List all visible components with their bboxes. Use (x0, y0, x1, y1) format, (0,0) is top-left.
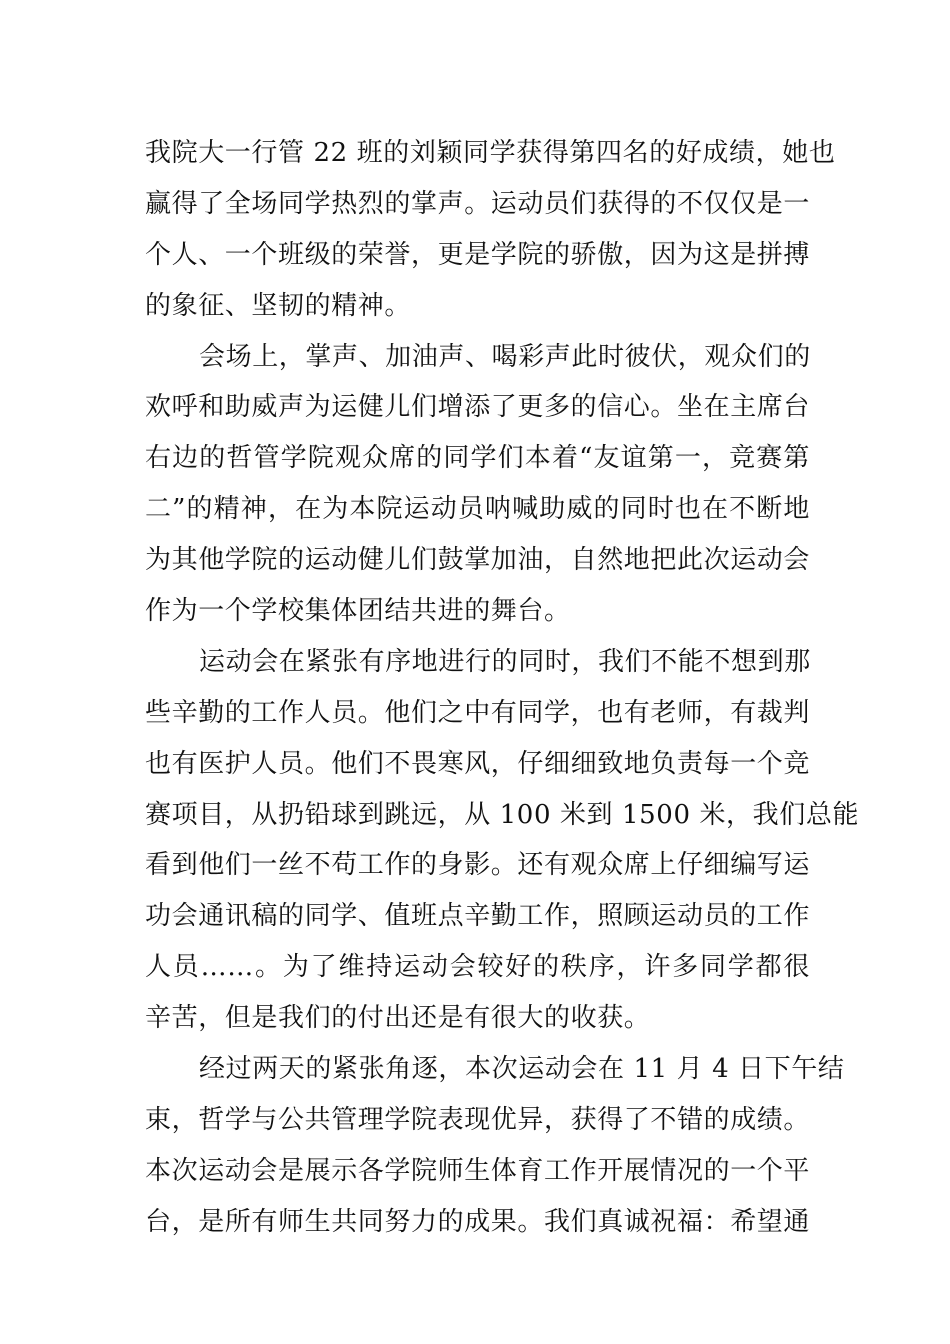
paragraph-first-line: 运动会在紧张有序地进行的同时，我们不能不想到那 (199, 646, 811, 677)
text-line: 右边的哲管学院观众席的同学们本着“友谊第一，竞赛第 (145, 443, 810, 474)
text-line: 些辛勤的工作人员。他们之中有同学，也有老师，有裁判 (145, 697, 811, 728)
text-line: 束，哲学与公共管理学院表现优异，获得了不错的成绩。 (145, 1104, 811, 1135)
text-line: 个人、一个班级的荣誉，更是学院的骄傲，因为这是拼搏 (145, 239, 811, 270)
text-line: 本次运动会是展示各学院师生体育工作开展情况的一个平 (145, 1155, 811, 1186)
text-line: 的象征、坚韧的精神。 (145, 290, 412, 321)
text-line: 作为一个学校集体团结共进的舞台。 (145, 596, 571, 627)
text-line: 二”的精神，在为本院运动员呐喊助威的同时也在不断地 (145, 494, 810, 525)
paragraph-first-line: 经过两天的紧张角逐，本次运动会在 11 月 4 日下午结 (199, 1054, 845, 1085)
text-line: 欢呼和助威声为运健儿们增添了更多的信心。坐在主席台 (145, 392, 811, 423)
text-line: 辛苦，但是我们的付出还是有很大的收获。 (145, 1003, 651, 1034)
text-line: 看到他们一丝不苟工作的身影。还有观众席上仔细编写运 (145, 850, 811, 881)
text-line: 台，是所有师生共同努力的成果。我们真诚祝福：希望通 (145, 1206, 811, 1237)
text-line: 赢得了全场同学热烈的掌声。运动员们获得的不仅仅是一 (145, 188, 811, 219)
article-body (145, 128, 860, 1248)
text-line: 为其他学院的运动健儿们鼓掌加油，自然地把此次运动会 (145, 545, 811, 576)
text-line: 人员……。为了维持运动会较好的秩序，许多同学都很 (145, 952, 810, 983)
text-line: 赛项目，从扔铅球到跳远，从 100 米到 1500 米，我们总能 (145, 799, 860, 830)
text-line: 我院大一行管 22 班的刘颖同学获得第四名的好成绩，她也 (145, 138, 836, 168)
text-line: 也有医护人员。他们不畏寒风，仔细细致地负责每一个竞 (145, 748, 811, 779)
paragraph-first-line: 会场上，掌声、加油声、喝彩声此时彼伏，观众们的 (199, 341, 811, 372)
text-line: 功会通讯稿的同学、值班点辛勤工作，照顾运动员的工作 (145, 901, 811, 932)
